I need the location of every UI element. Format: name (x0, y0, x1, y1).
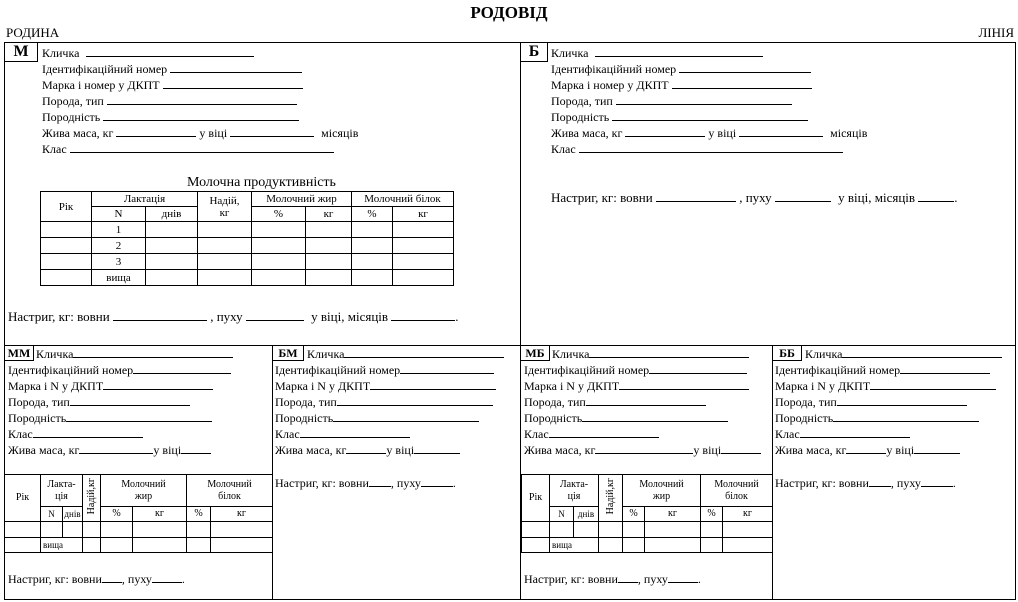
mother-age-label: у віці (199, 126, 228, 140)
mother-purity-label: Породність (42, 110, 101, 124)
grand-brand-field[interactable] (870, 379, 996, 390)
grand-down-label: , пуху (890, 476, 921, 490)
table-header-days: днів (63, 507, 83, 522)
grand-breed-label: Порода, тип (275, 395, 337, 409)
grand-bb-breed-row (775, 395, 967, 409)
grand-age-field[interactable] (914, 443, 960, 454)
table-header-protein-pct: % (701, 507, 723, 522)
mother-class-row (42, 142, 334, 156)
grand-down-field[interactable] (152, 572, 182, 583)
grand-shearing-label: Настриг, кг: вовни (275, 476, 369, 490)
mother-class-label: Клас (42, 142, 67, 156)
grand-bb-shearing-row: Настриг, кг: вовни , пуху . (775, 476, 956, 490)
grand-purity-field[interactable] (66, 411, 212, 422)
grand-breed-field[interactable] (837, 395, 967, 406)
grand-id-field[interactable] (133, 363, 231, 374)
grand-breed-label: Порода, тип (775, 395, 837, 409)
table-header-lactation: Лакта- ція (41, 475, 83, 507)
mother-breed-row (42, 94, 297, 108)
grand-weight-field[interactable] (79, 443, 153, 454)
father-age-label: у віці (708, 126, 737, 140)
grand-brand-label: Марка і N у ДКПТ (275, 379, 371, 393)
father-breed-label: Порода, тип (551, 94, 613, 108)
mother-purity-field[interactable] (103, 110, 299, 121)
grand-breed-field[interactable] (337, 395, 493, 406)
grand-nickname-field[interactable] (842, 347, 1002, 358)
grand-brand-field[interactable] (370, 379, 496, 390)
grand-bm-purity-row (275, 411, 479, 425)
grand-brand-label: Марка і N у ДКПТ (524, 379, 620, 393)
grand-bb-code: ББ (772, 345, 802, 361)
mother-code: М (4, 42, 38, 62)
father-brand-field[interactable] (672, 78, 812, 89)
grand-brand-field[interactable] (103, 379, 213, 390)
grand-purity-label: Породність (775, 411, 834, 425)
father-weight-label: Жива маса, кг (551, 126, 623, 140)
line-label: ЛІНІЯ (978, 25, 1014, 40)
father-breed-field[interactable] (616, 94, 792, 105)
grand-age-field[interactable] (414, 443, 460, 454)
father-class-label: Клас (551, 142, 576, 156)
grand-purity-label: Породність (8, 411, 67, 425)
mother-id-row (42, 62, 302, 76)
mother-months-label: місяців (321, 126, 359, 140)
grand-purity-field[interactable] (333, 411, 479, 422)
mother-at-age-label: у віці, місяців (311, 309, 389, 324)
table-header-year: Рік (5, 475, 41, 522)
grand-nickname-field[interactable] (589, 347, 749, 358)
table-row (5, 538, 273, 553)
grand-bb-class-row (775, 427, 910, 441)
father-weight-row (551, 126, 867, 140)
grand-mb-production-table (521, 474, 773, 553)
table-header-fat-pct: % (623, 507, 645, 522)
family-label: РОДИНА (6, 25, 60, 40)
table-header-n: N (41, 507, 63, 522)
father-shearing-label: Настриг, кг: вовни (551, 190, 653, 205)
grand-age-label: у віці (153, 443, 182, 457)
grand-mb-weight-row (524, 443, 761, 457)
grand-id-label: Ідентифікаційний номер (524, 363, 650, 377)
grand-bm-id-row (275, 363, 494, 377)
grand-age-label: у віці (386, 443, 415, 457)
grand-down-label: , пуху (121, 572, 152, 586)
grand-bm-shearing-row: Настриг, кг: вовни , пуху . (275, 476, 456, 490)
mother-production-title: Молочна продуктивність (187, 175, 336, 190)
grand-breed-label: Порода, тип (524, 395, 586, 409)
table-header-days: днів (574, 507, 599, 522)
table-header-fat: Молочний жир (623, 475, 701, 507)
father-age-field[interactable] (739, 126, 823, 137)
table-row (522, 538, 773, 553)
lactation-number: 3 (92, 254, 146, 270)
table-header-year: Рік (522, 475, 550, 522)
grand-mm-production-table (4, 474, 273, 553)
grand-class-label: Клас (775, 427, 800, 441)
mother-purity-row (42, 110, 299, 124)
mother-age-field[interactable] (230, 126, 314, 137)
grand-mm-breed-row (8, 395, 190, 409)
grand-mb-breed-row (524, 395, 706, 409)
grand-mb-code: МБ (520, 345, 550, 361)
table-header-lactation: Лактація (92, 192, 198, 207)
grand-age-label: у віці (693, 443, 722, 457)
grand-nickname-label: Кличка (307, 347, 345, 361)
table-header-protein-kg: кг (211, 507, 273, 522)
grand-mm-nickname-row (36, 347, 233, 361)
grand-nickname-label: Кличка (36, 347, 74, 361)
mother-down-label: , пуху (210, 309, 243, 324)
father-class-field[interactable] (579, 142, 843, 153)
grand-mb-brand-row (524, 379, 749, 393)
grand-class-field[interactable] (33, 427, 143, 438)
mother-brand-field[interactable] (163, 78, 303, 89)
grand-id-field[interactable] (400, 363, 494, 374)
table-header-protein: Молочний білок (701, 475, 773, 507)
row-top-label: вища (550, 538, 599, 553)
mother-weight-field[interactable] (116, 126, 196, 137)
table-header-fat-kg: кг (133, 507, 187, 522)
table-row (41, 222, 454, 238)
table-header-year: Рік (41, 192, 92, 222)
table-row (522, 522, 773, 538)
grand-id-label: Ідентифікаційний номер (275, 363, 401, 377)
grand-bb-nickname-row (805, 347, 1002, 361)
table-header-days: днів (146, 207, 198, 222)
grand-class-label: Клас (524, 427, 549, 441)
grand-bb-weight-row (775, 443, 960, 457)
father-weight-field[interactable] (625, 126, 705, 137)
table-header-protein: Молочний білок (187, 475, 273, 507)
mother-brand-row (42, 78, 303, 92)
grand-class-label: Клас (275, 427, 300, 441)
grand-mm-class-row (8, 427, 143, 441)
table-header-fat-pct: % (252, 207, 306, 222)
grand-mm-brand-row (8, 379, 213, 393)
grand-weight-label: Жива маса, кг (775, 443, 847, 457)
grand-weight-label: Жива маса, кг (524, 443, 596, 457)
grand-nickname-field[interactable] (344, 347, 504, 358)
grand-weight-label: Жива маса, кг (275, 443, 347, 457)
mother-wool-field[interactable] (113, 310, 207, 321)
grand-purity-field[interactable] (833, 411, 979, 422)
grand-mm-id-row (8, 363, 231, 377)
table-row (5, 522, 273, 538)
grand-bb-brand-row (775, 379, 996, 393)
grand-bm-code: БМ (272, 345, 304, 361)
grand-class-field[interactable] (300, 427, 410, 438)
grand-weight-field[interactable] (346, 443, 386, 454)
father-purity-field[interactable] (612, 110, 808, 121)
grand-brand-label: Марка і N у ДКПТ (775, 379, 871, 393)
table-header-fat: Молочний жир (101, 475, 187, 507)
father-id-label: Ідентифікаційний номер (551, 62, 677, 76)
grand-age-field[interactable] (721, 443, 761, 454)
grand-wool-field[interactable] (369, 476, 391, 487)
grand-mm-shearing-row: Настриг, кг: вовни , пуху . (8, 572, 185, 586)
father-class-row (551, 142, 843, 156)
grand-mm-purity-row (8, 411, 212, 425)
grand-mb-shearing-row: Настриг, кг: вовни , пуху . (524, 572, 701, 586)
table-header-fat-kg: кг (306, 207, 352, 222)
table-header-fat-pct: % (101, 507, 133, 522)
lactation-number: 1 (92, 222, 146, 238)
mother-class-field[interactable] (70, 142, 334, 153)
row-top-label: вища (41, 538, 83, 553)
mother-id-field[interactable] (170, 62, 302, 73)
mother-weight-label: Жива маса, кг (42, 126, 114, 140)
father-at-age-label: у віці, місяців (838, 190, 916, 205)
table-header-n: N (92, 207, 146, 222)
grand-breed-label: Порода, тип (8, 395, 70, 409)
grand-down-field[interactable] (668, 572, 698, 583)
grand-wool-field[interactable] (618, 572, 638, 583)
mother-nickname-field[interactable] (86, 46, 254, 57)
grand-purity-label: Породність (524, 411, 583, 425)
mother-brand-label: Марка і номер у ДКПТ (42, 78, 160, 92)
father-code: Б (520, 42, 548, 62)
lactation-number: вища (92, 270, 146, 286)
grand-id-label: Ідентифікаційний номер (775, 363, 901, 377)
grand-mb-id-row (524, 363, 747, 377)
grand-purity-label: Породність (275, 411, 334, 425)
table-header-n: N (550, 507, 574, 522)
grand-nickname-label: Кличка (805, 347, 843, 361)
grand-breed-field[interactable] (586, 395, 706, 406)
father-nickname-label: Кличка (551, 46, 589, 60)
grand-bm-weight-row (275, 443, 460, 457)
table-header-protein: Молочний білок (352, 192, 454, 207)
table-header-yield: Надій, кг (198, 192, 252, 222)
grand-wool-field[interactable] (869, 476, 891, 487)
father-months-label: місяців (830, 126, 868, 140)
grand-age-field[interactable] (181, 443, 211, 454)
father-brand-row (551, 78, 812, 92)
father-id-field[interactable] (679, 62, 811, 73)
grand-bb-purity-row (775, 411, 979, 425)
table-header-fat-kg: кг (645, 507, 701, 522)
grand-bm-breed-row (275, 395, 493, 409)
grand-shearing-label: Настриг, кг: вовни (524, 572, 618, 586)
grand-weight-label: Жива маса, кг (8, 443, 80, 457)
father-nickname-row (551, 46, 763, 60)
table-row (41, 254, 454, 270)
grand-shearing-label: Настриг, кг: вовни (8, 572, 102, 586)
grand-id-label: Ідентифікаційний номер (8, 363, 134, 377)
grand-down-field[interactable] (421, 476, 453, 487)
mother-down-field[interactable] (246, 310, 304, 321)
mother-shearing-label: Настриг, кг: вовни (8, 309, 110, 324)
table-header-fat: Молочний жир (252, 192, 352, 207)
grand-class-field[interactable] (800, 427, 910, 438)
mother-id-label: Ідентифікаційний номер (42, 62, 168, 76)
mother-breed-field[interactable] (107, 94, 297, 105)
mother-nickname-row (42, 46, 254, 60)
divider-vertical-right-grand (772, 345, 773, 600)
grand-class-label: Клас (8, 427, 33, 441)
grand-purity-field[interactable] (582, 411, 728, 422)
table-header-protein-kg: кг (723, 507, 773, 522)
table-header-lactation: Лакта- ція (550, 475, 599, 507)
father-at-age-field[interactable] (918, 191, 954, 202)
grand-down-label: , пуху (390, 476, 421, 490)
grand-mm-code: ММ (4, 345, 34, 361)
table-row (41, 270, 454, 286)
grand-weight-field[interactable] (846, 443, 886, 454)
mother-shearing-row: Настриг, кг: вовни , пуху у віці, місяців . (8, 309, 459, 324)
grand-bm-brand-row (275, 379, 496, 393)
father-id-row (551, 62, 811, 76)
grand-id-field[interactable] (649, 363, 747, 374)
grand-mb-class-row (524, 427, 659, 441)
grand-shearing-label: Настриг, кг: вовни (775, 476, 869, 490)
mother-at-age-field[interactable] (391, 310, 455, 321)
grand-down-label: , пуху (637, 572, 668, 586)
page-title: РОДОВІД (470, 3, 548, 22)
grand-mb-purity-row (524, 411, 728, 425)
grand-down-field[interactable] (921, 476, 953, 487)
table-header-protein-pct: % (187, 507, 211, 522)
father-down-field[interactable] (775, 191, 831, 202)
grand-nickname-field[interactable] (73, 347, 233, 358)
grand-brand-label: Марка і N у ДКПТ (8, 379, 104, 393)
divider-vertical-left-grand (272, 345, 273, 600)
father-purity-row (551, 110, 808, 124)
grand-wool-field[interactable] (102, 572, 122, 583)
grand-mb-nickname-row (552, 347, 749, 361)
table-row (41, 238, 454, 254)
table-header-yield: Надій,кг (599, 475, 623, 522)
grand-mm-weight-row (8, 443, 211, 457)
mother-nickname-label: Кличка (42, 46, 80, 60)
grand-bb-id-row (775, 363, 990, 377)
grand-bm-class-row (275, 427, 410, 441)
father-wool-field[interactable] (656, 191, 736, 202)
mother-breed-label: Порода, тип (42, 94, 104, 108)
grand-id-field[interactable] (900, 363, 990, 374)
divider-horizontal-main (4, 345, 1016, 346)
grand-nickname-label: Кличка (552, 347, 590, 361)
lactation-number: 2 (92, 238, 146, 254)
grand-brand-field[interactable] (619, 379, 749, 390)
father-breed-row (551, 94, 792, 108)
grand-class-field[interactable] (549, 427, 659, 438)
grand-breed-field[interactable] (70, 395, 190, 406)
grand-age-label: у віці (886, 443, 915, 457)
father-nickname-field[interactable] (595, 46, 763, 57)
father-brand-label: Марка і номер у ДКПТ (551, 78, 669, 92)
father-purity-label: Породність (551, 110, 610, 124)
table-header-protein-pct: % (352, 207, 393, 222)
mother-weight-row (42, 126, 358, 140)
mother-production-table (40, 191, 454, 286)
table-header-protein-kg: кг (393, 207, 454, 222)
father-shearing-row: Настриг, кг: вовни , пуху у віці, місяців . (551, 190, 958, 205)
grand-weight-field[interactable] (595, 443, 693, 454)
grand-bm-nickname-row (307, 347, 504, 361)
father-down-label: , пуху (739, 190, 772, 205)
table-header-yield: Надій,кг (83, 475, 101, 522)
